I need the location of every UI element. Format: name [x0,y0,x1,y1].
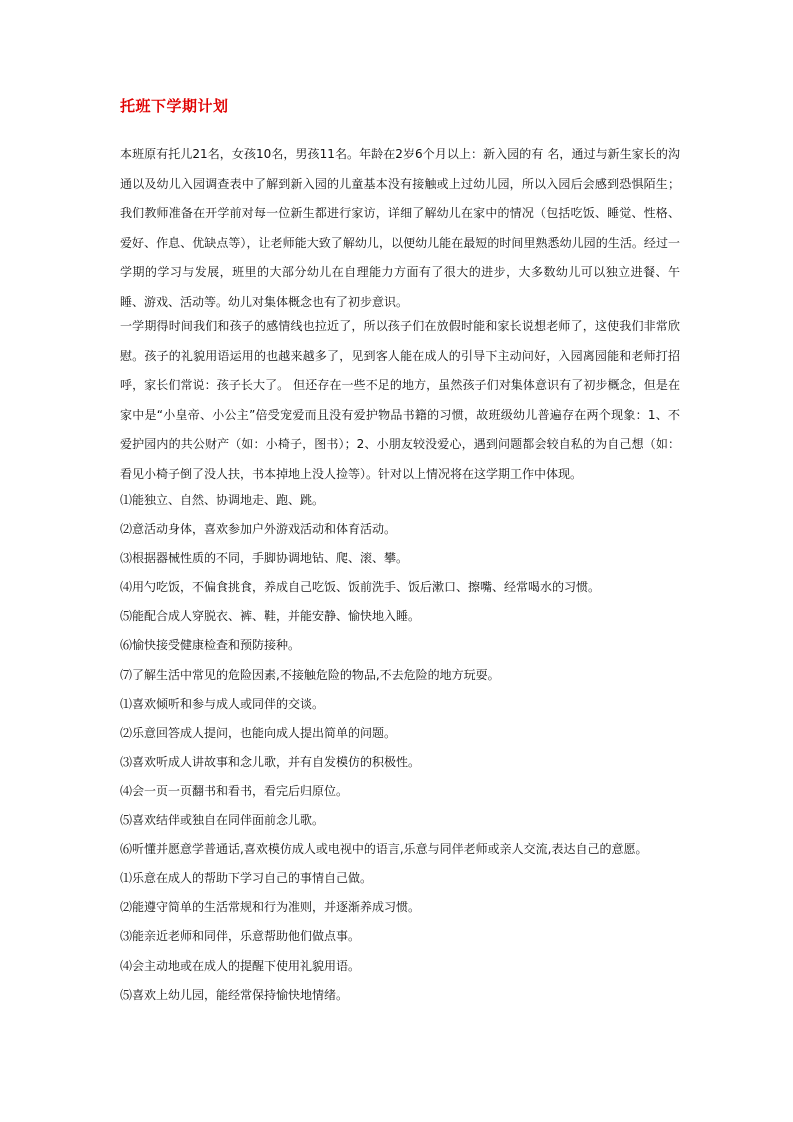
list-item: ⑶能亲近老师和同伴，乐意帮助他们做点事。 [120,929,361,944]
list-item: ⑶喜欢听成人讲故事和念儿歌，并有自发模仿的积极性。 [120,754,421,769]
list-item: ⑸能配合成人穿脱衣、裤、鞋，并能安静、愉快地入睡。 [120,609,421,624]
list-item: ⑸喜欢上幼儿园，能经常保持愉快地情绪。 [120,987,349,1002]
list-item: ⑵意活动身体，喜欢参加户外游戏活动和体育活动。 [120,522,397,537]
page-title: 托班下学期计划 [120,97,229,115]
summary-paragraph: 一学期得时间我们和孩子的感情线也拉近了，所以孩子们在放假时能和家长说想老师了，这使我们非常欣慰。孩子的礼貌用语运用的也越来越多了，见到客人能在成人的引导下主动问好，入园离园能和老师打招呼，家长们常说：孩子长大了。 但还存在一些不足的地方，虽然孩子们对集体意识有了初步概念，但是在家中是“小皇帝、小公主”倍受宠爱而且没有爱护物品书籍的习惯，故班级幼儿普遍存在两个现象：1、不爱护园内的共公财产（如：小椅子，图书）；2、小朋友较没爱心，遇到问题都会较自私的为自己想（如：看见小椅子倒了没人扶，书本掉地上没人捡等）。针对以上情况将在这学期工作中体现。 [120,319,680,481]
list-item: ⑶根据器械性质的不同，手脚协调地钻、爬、滚、攀。 [120,551,409,566]
list-item: ⑷会一页一页翻书和看书，看完后归原位。 [120,783,349,798]
list-item: ⑴能独立、自然、协调地走、跑、跳。 [120,493,325,507]
list-item: ⑴喜欢倾听和参与成人或同伴的交谈。 [120,696,325,711]
list-item: ⑴乐意在成人的帮助下学习自己的事情自己做。 [120,871,373,886]
intro-paragraph: 本班原有托儿21名，女孩10名，男孩11名。年龄在2岁6个月以上：新入园的有 名，通过与新生家长的沟通以及幼儿入园调查表中了解到新入园的儿童基本没有接触或上过幼儿园，所以入园后会感到恐惧陌生；我们教师准备在开学前对每一位新生都进行家访，详细了解幼儿在家中的情况（包括吃饭、睡觉、性格、爱好、作息、优缺点等），让老师能大致了解幼儿，以便幼儿能在最短的时间里熟悉幼儿园的生活。经过一学期的学习与发展，班里的大部分幼儿在自理能力方面有了很大的进步，大多数幼儿可以独立进餐、午睡、游戏、活动等。幼儿对集体概念也有了初步意识。 [120,147,680,309]
list-item: ⑵能遵守简单的生活常规和行为准则，并逐渐养成习惯。 [120,900,421,915]
list-item: ⑺了解生活中常见的危险因素,不接触危险的物品,不去危险的地方玩耍。 [120,667,500,682]
list-item: ⑸喜欢结伴或独自在同伴面前念儿歌。 [120,813,325,828]
list-item: ⑹听懂并愿意学普通话,喜欢模仿成人或电视中的语言,乐意与同伴老师或亲人交流,表达自己的意愿。 [120,842,648,857]
list-item: ⑷会主动地或在成人的提醒下使用礼貌用语。 [120,958,361,973]
list-item: ⑹愉快接受健康检查和预防接种。 [120,638,301,653]
goal-list [120,486,680,1010]
list-item: ⑷用勺吃饭，不偏食挑食，养成自己吃饭、饭前洗手、饭后漱口、擦嘴、经常喝水的习惯。 [120,580,601,595]
list-item: ⑵乐意回答成人提问，也能向成人提出简单的问题。 [120,725,397,740]
